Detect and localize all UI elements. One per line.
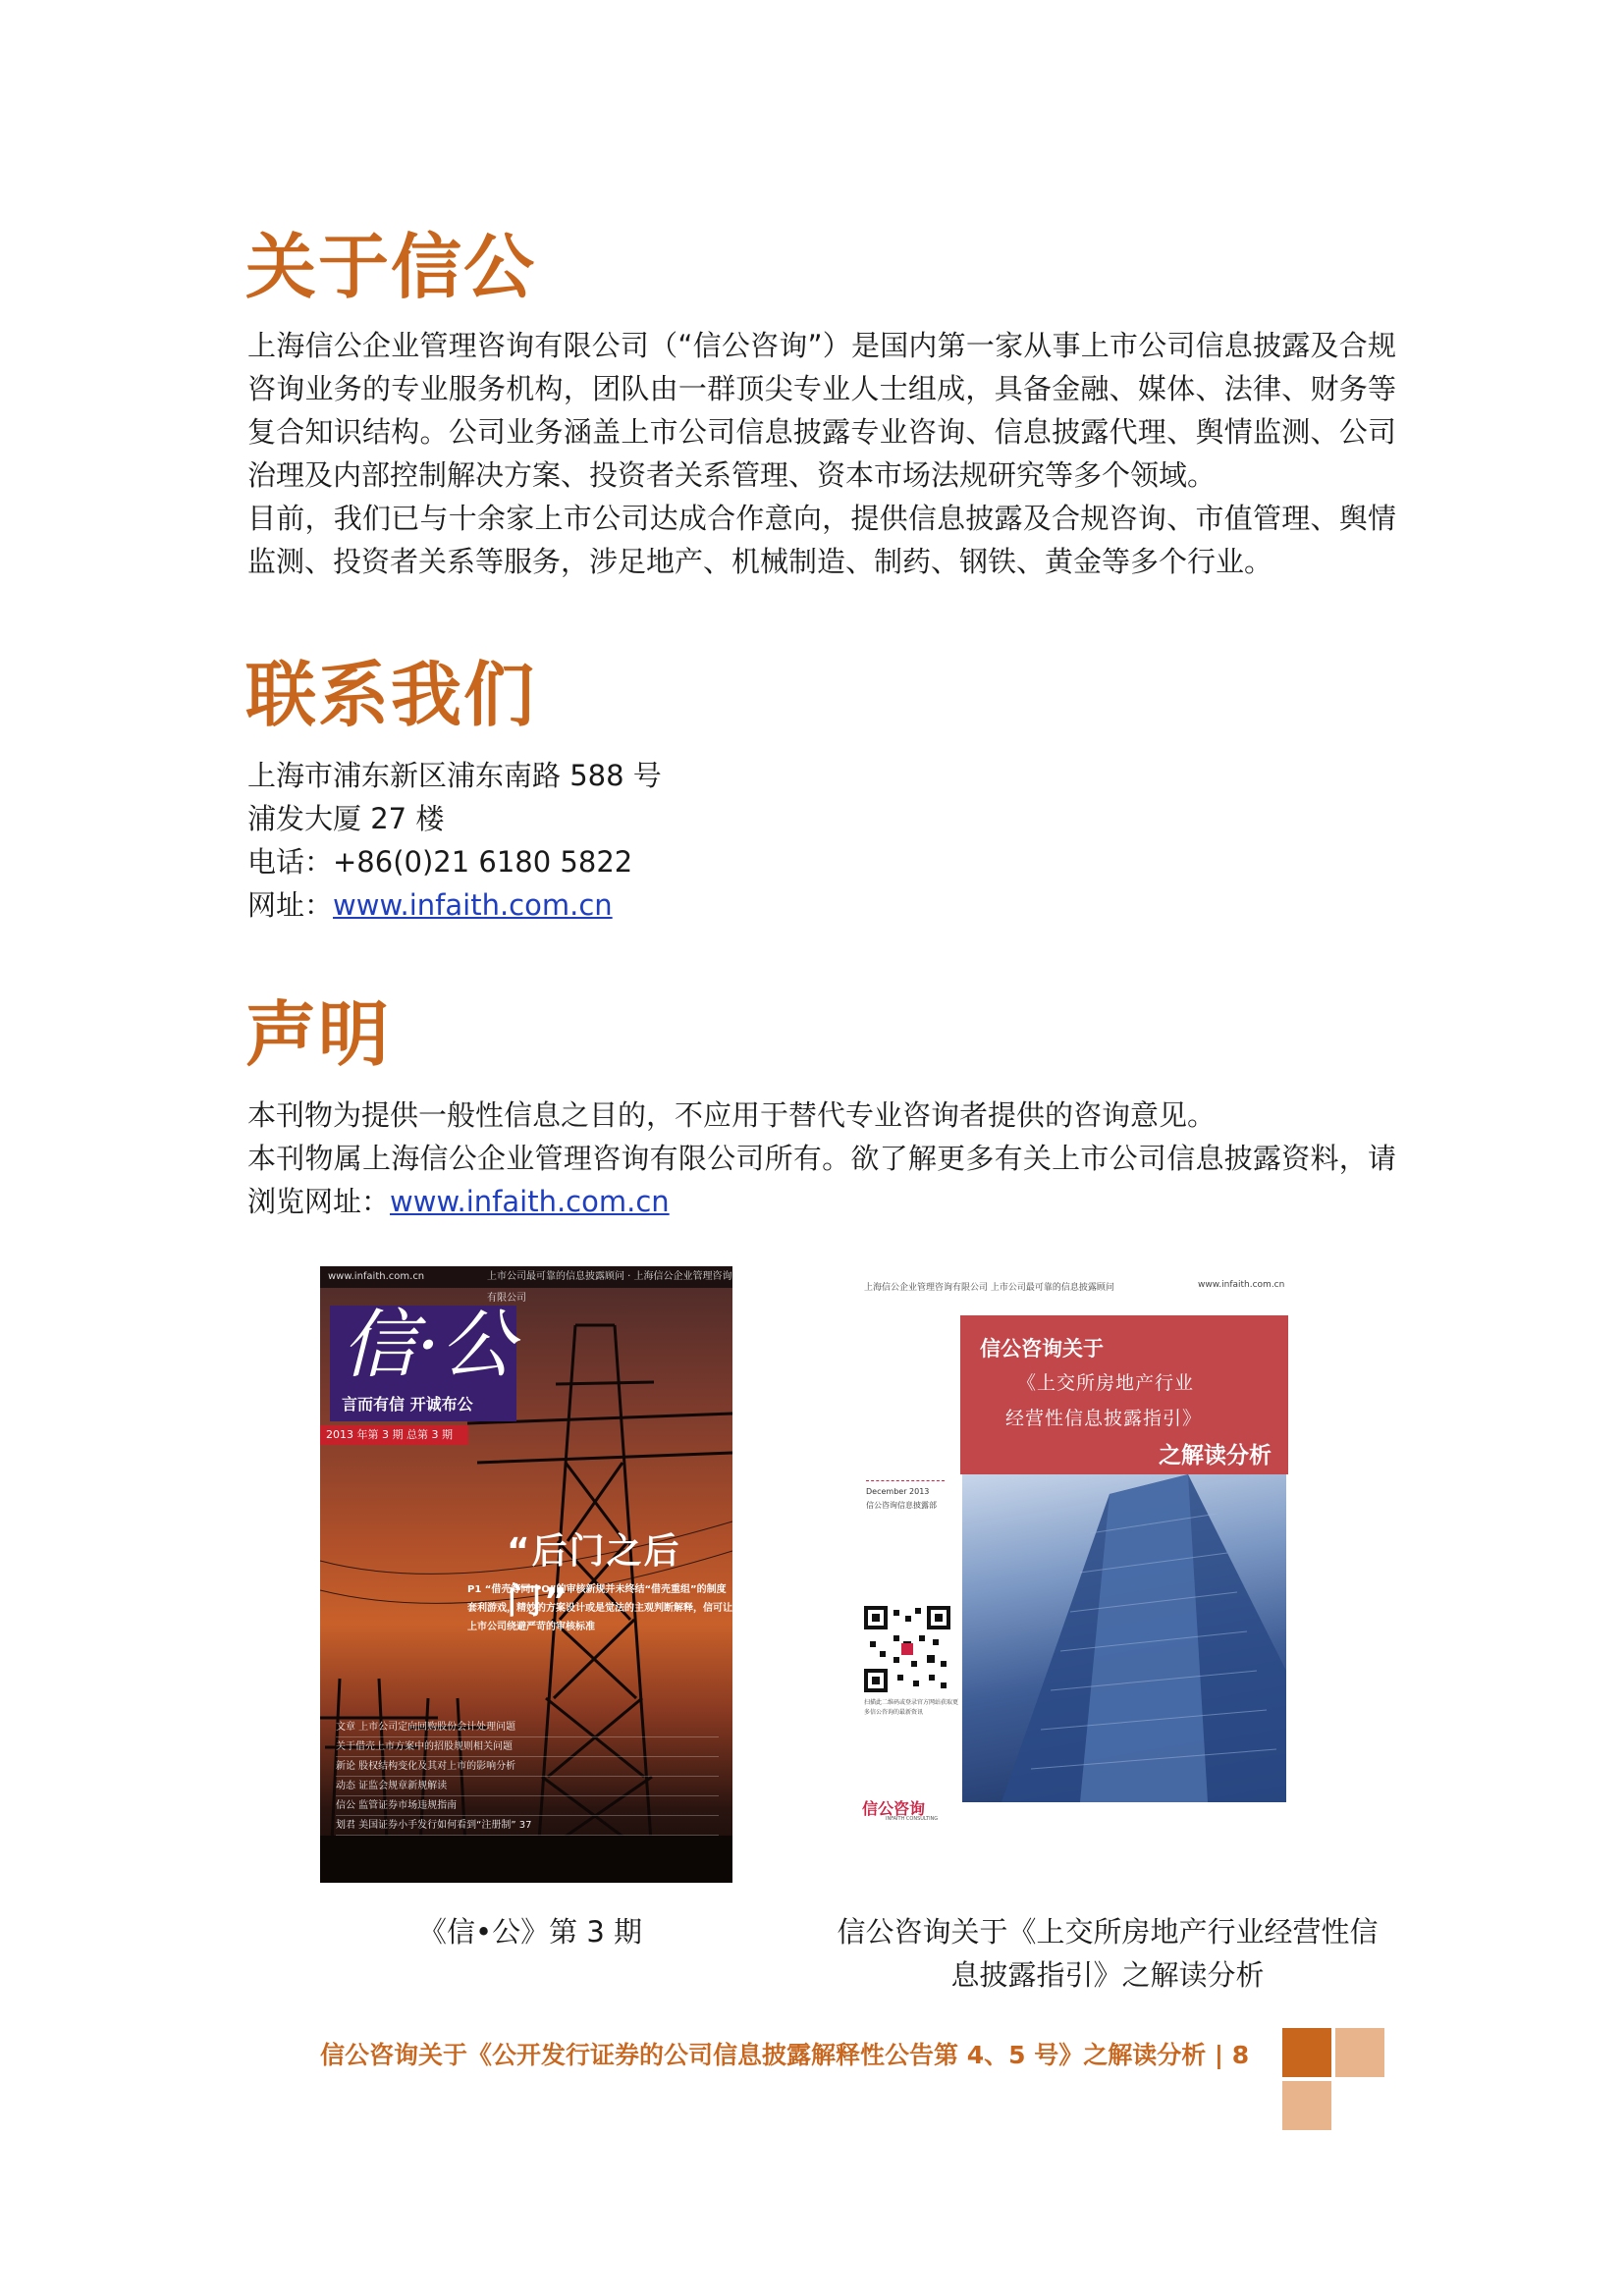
- cover2-dept: 信公咨询信息披露部: [866, 1501, 937, 1510]
- about-paragraph-1: 上海信公企业管理咨询有限公司（“信公咨询”）是国内第一家从事上市公司信息披露及合规咨询业务的专业服务机构，团队由一群顶尖专业人士组成，具备金融、媒体、法律、财务等复合知识结构。公司业务涵盖上市公司信息披露专业咨询、信息披露代理、舆情监测、公司治理及内部控制解决方案、投资者关系管理、资本市场法规研究等多个领域。: [247, 329, 1396, 492]
- cover2-title-1: 信公咨询关于: [980, 1337, 1104, 1361]
- qr-caption: 扫描此二维码或登录官方网站获取更多信公咨询的最新资讯: [864, 1699, 959, 1716]
- contact-heading: 联系我们: [245, 654, 537, 736]
- footer-square-dark: [1282, 2028, 1331, 2077]
- toc-item: 信公 监管证券市场违规指南: [336, 1796, 719, 1816]
- toc-item: 关于借壳上市方案中的招股规则相关问题: [336, 1737, 719, 1757]
- cover1-caption: 《信•公》第 3 期: [418, 1915, 642, 1949]
- website-link[interactable]: www.infaith.com.cn: [333, 888, 613, 922]
- toc-item: 文章 上市公司定向回购股份会计处理问题: [336, 1718, 719, 1737]
- cover2-date-block: [866, 1480, 945, 1513]
- cover2-title-3: 经营性信息披露指引》: [1005, 1408, 1203, 1429]
- cover1-blurb: P1 “借壳等同IPO”的审核新规并未终结“借壳重组”的制度套利游戏，精妙的方案设计或是觉法的主观判断解释，信可让上市公司绕避严苛的审核标准: [467, 1584, 732, 1632]
- report-cover-image: [842, 1266, 1288, 1828]
- disclaimer-line-2: [247, 1137, 1396, 1223]
- cover2-header-org: 上海信公企业管理咨询有限公司 上市公司最可靠的信息披露顾问: [864, 1283, 1114, 1293]
- qr-code: [864, 1606, 950, 1692]
- cover2-caption-line-1: 信公咨询关于《上交所房地产行业经营性信: [837, 1915, 1379, 1949]
- footer-square-light-bottom: [1282, 2081, 1331, 2130]
- website-label: 网址：: [247, 888, 334, 922]
- phone-number: 电话：+86(0)21 6180 5822: [247, 845, 633, 879]
- address-line-1: 上海市浦东新区浦东南路 588 号: [247, 759, 662, 792]
- disclaimer-line-1: 本刊物为提供一般性信息之目的，不应用于替代专业咨询者提供的咨询意见。: [247, 1098, 1217, 1132]
- cover1-topbar-org: 上市公司最可靠的信息披露顾问 · 上海信公企业管理咨询有限公司: [487, 1271, 732, 1304]
- cover2-date: December 2013: [866, 1487, 930, 1496]
- address-line-2: 浦发大厦 27 楼: [247, 802, 445, 835]
- about-paragraph-2: 目前，我们已与十余家上市公司达成合作意向，提供信息披露及合规咨询、市值管理、舆情监测、投资者关系等服务，涉足地产、机械制造、制药、钢铁、黄金等多个行业。: [247, 502, 1396, 578]
- toc-item: 划君 美国证券小手发行如何看到“注册制” 37: [336, 1816, 719, 1836]
- contact-details: [247, 754, 662, 927]
- magazine-cover-image: [320, 1266, 732, 1883]
- skyscraper-photo: [962, 1474, 1286, 1802]
- about-heading: 关于信公: [245, 226, 537, 308]
- cover2-title-4: 之解读分析: [1159, 1443, 1272, 1468]
- cover1-logo: 信·公: [342, 1301, 515, 1388]
- toc-item: 新论 股权结构变化及其对上市的影响分析: [336, 1757, 719, 1777]
- cover2-header-url: www.infaith.com.cn: [1198, 1280, 1285, 1290]
- disclaimer-text: [247, 1094, 1396, 1223]
- disclaimer-heading: 声明: [245, 993, 392, 1076]
- cover1-topbar-url: www.infaith.com.cn: [328, 1271, 425, 1282]
- website-row: [247, 883, 662, 927]
- disclaimer-link[interactable]: www.infaith.com.cn: [390, 1185, 670, 1218]
- about-text: [247, 324, 1396, 583]
- cover2-caption: [823, 1910, 1392, 1997]
- cover2-brand-sub: INFAITH CONSULTING: [886, 1816, 939, 1822]
- toc-item: 动态 证监会规章新规解读: [336, 1777, 719, 1796]
- disclaimer-line-2-text: 本刊物属上海信公企业管理咨询有限公司所有。欲了解更多有关上市公司信息披露资料，请浏览网址：: [247, 1142, 1396, 1218]
- cover1-slogan: 言而有信 开诚布公: [342, 1395, 473, 1414]
- footer-square-light-right: [1335, 2028, 1384, 2077]
- cover1-issue: 2013 年第 3 期 总第 3 期: [320, 1425, 468, 1445]
- cover1-headline: “后门之后门”: [507, 1531, 681, 1622]
- cover1-toc: [336, 1718, 719, 1836]
- cover2-brand-logo: 信公咨询: [862, 1799, 926, 1818]
- footer-title: 信公咨询关于《公开发行证券的公司信息披露解释性公告第 4、5 号》之解读分析 | 8: [320, 2041, 1250, 2069]
- cover2-title-2: 《上交所房地产行业: [1017, 1372, 1195, 1394]
- cover1-topbar: [320, 1266, 732, 1304]
- cover2-caption-line-2: 息披露指引》之解读分析: [950, 1958, 1265, 1992]
